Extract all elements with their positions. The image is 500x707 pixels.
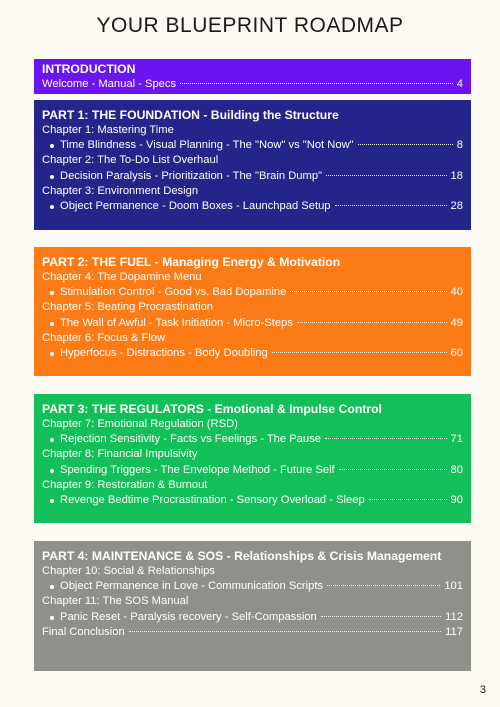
toc-page-number: 117 xyxy=(445,625,463,638)
section-heading: PART 4: MAINTENANCE & SOS - Relationships & Crisis Management xyxy=(42,549,442,563)
section-heading: INTRODUCTION xyxy=(42,62,136,76)
toc-entry-text: Final Conclusion xyxy=(42,625,125,638)
page-number: 3 xyxy=(479,684,486,696)
section-part-1 xyxy=(34,100,471,230)
dot-leader xyxy=(327,585,440,586)
toc-entry-text: Panic Reset - Paralysis recovery - Self-Compassion xyxy=(60,610,317,623)
toc-entry-text: Stimulation Control - Good vs. Bad Dopamine xyxy=(60,286,287,299)
section-introduction xyxy=(34,59,471,94)
dot-leader xyxy=(129,631,441,632)
toc-entry-text: Revenge Bedtime Procrastination - Sensory Overload - Sleep xyxy=(60,494,365,507)
toc-entry[interactable] xyxy=(42,346,463,361)
dot-leader xyxy=(339,469,447,470)
toc-page-number: 40 xyxy=(450,286,463,299)
toc-entry[interactable] xyxy=(42,463,463,478)
toc-entry-text: Welcome - Manual - Specs xyxy=(42,78,177,90)
dot-leader xyxy=(272,352,447,353)
toc-entry[interactable] xyxy=(42,432,463,447)
toc-entry-text: Object Permanence - Doom Boxes - Launchpad Setup xyxy=(60,200,331,213)
toc-entry-text: Rejection Sensitivity - Facts vs Feelings - The Pause xyxy=(60,433,321,446)
toc-page-number: 49 xyxy=(450,316,463,329)
toc-entry-text: Spending Triggers - The Envelope Method - Future Self xyxy=(60,463,335,476)
toc-page-number: 4 xyxy=(456,78,463,90)
page-title: YOUR BLUEPRINT ROADMAP xyxy=(96,14,404,37)
toc-entry[interactable] xyxy=(42,199,463,214)
toc-page-number: 80 xyxy=(450,463,463,476)
toc-page-number: 112 xyxy=(445,610,463,623)
toc-entry[interactable] xyxy=(42,316,463,331)
chapter-title[interactable]: Chapter 7: Emotional Regulation (RSD) xyxy=(42,418,238,430)
section-heading: PART 3: THE REGULATORS - Emotional & Impulse Control xyxy=(42,402,382,416)
toc-entry-final-conclusion[interactable] xyxy=(42,625,463,640)
section-part-4 xyxy=(34,541,471,671)
toc-page-number: 28 xyxy=(450,200,463,213)
toc-entry[interactable] xyxy=(42,610,463,625)
toc-entry[interactable] xyxy=(42,138,463,153)
toc-page-number: 18 xyxy=(450,169,463,182)
chapter-title[interactable]: Chapter 2: The To-Do List Overhaul xyxy=(42,154,219,167)
toc-entry-text: Hyperfocus - Distractions - Body Doubling xyxy=(60,347,268,360)
chapter-title[interactable]: Chapter 6: Focus & Flow xyxy=(42,331,166,344)
chapter-title[interactable]: Chapter 9: Restoration & Burnout xyxy=(42,478,208,491)
dot-leader xyxy=(325,438,447,439)
section-heading: PART 2: THE FUEL - Managing Energy & Motivation xyxy=(42,255,341,269)
toc-page-number: 60 xyxy=(450,347,463,360)
chapter-title[interactable]: Chapter 4: The Dopamine Menu xyxy=(42,271,202,283)
dot-leader xyxy=(321,616,441,617)
toc-entry[interactable] xyxy=(42,77,463,92)
chapter-title[interactable]: Chapter 1: Mastering Time xyxy=(42,124,174,136)
section-part-3 xyxy=(34,394,471,523)
toc-page-number: 101 xyxy=(444,580,463,593)
toc-entry-text: The Wall of Awful - Task Initiation - Micro-Steps xyxy=(60,316,293,329)
chapter-title[interactable]: Chapter 3: Environment Design xyxy=(42,184,199,197)
toc-entry[interactable] xyxy=(42,285,463,300)
toc-page-number: 90 xyxy=(450,494,463,507)
toc-entry[interactable] xyxy=(42,579,463,594)
toc-entry-text: Object Permanence in Love - Communication Scripts xyxy=(60,580,324,593)
toc-page-number: 71 xyxy=(450,433,463,446)
dot-leader xyxy=(335,205,447,206)
toc-entry-text: Decision Paralysis - Prioritization - The "Brain Dump" xyxy=(60,169,323,182)
toc-entry[interactable] xyxy=(42,493,463,508)
chapter-title[interactable]: Chapter 10: Social & Relationships xyxy=(42,565,215,577)
dot-leader xyxy=(369,499,447,500)
dot-leader xyxy=(180,83,453,84)
dot-leader xyxy=(297,322,447,323)
toc-page-number: 8 xyxy=(456,139,463,152)
section-heading: PART 1: THE FOUNDATION - Building the Structure xyxy=(42,108,339,122)
dot-leader xyxy=(358,144,453,145)
chapter-title[interactable]: Chapter 8: Financial Impulsivity xyxy=(42,448,198,461)
dot-leader xyxy=(326,175,447,176)
toc-entry[interactable] xyxy=(42,169,463,184)
chapter-title[interactable]: Chapter 5: Beating Procrastination xyxy=(42,301,214,314)
dot-leader xyxy=(290,291,446,292)
chapter-title[interactable]: Chapter 11: The SOS Manual xyxy=(42,595,189,608)
section-part-2 xyxy=(34,247,471,376)
toc-entry-text: Time Blindness - Visual Planning - The "Now" vs "Not Now" xyxy=(60,139,354,152)
